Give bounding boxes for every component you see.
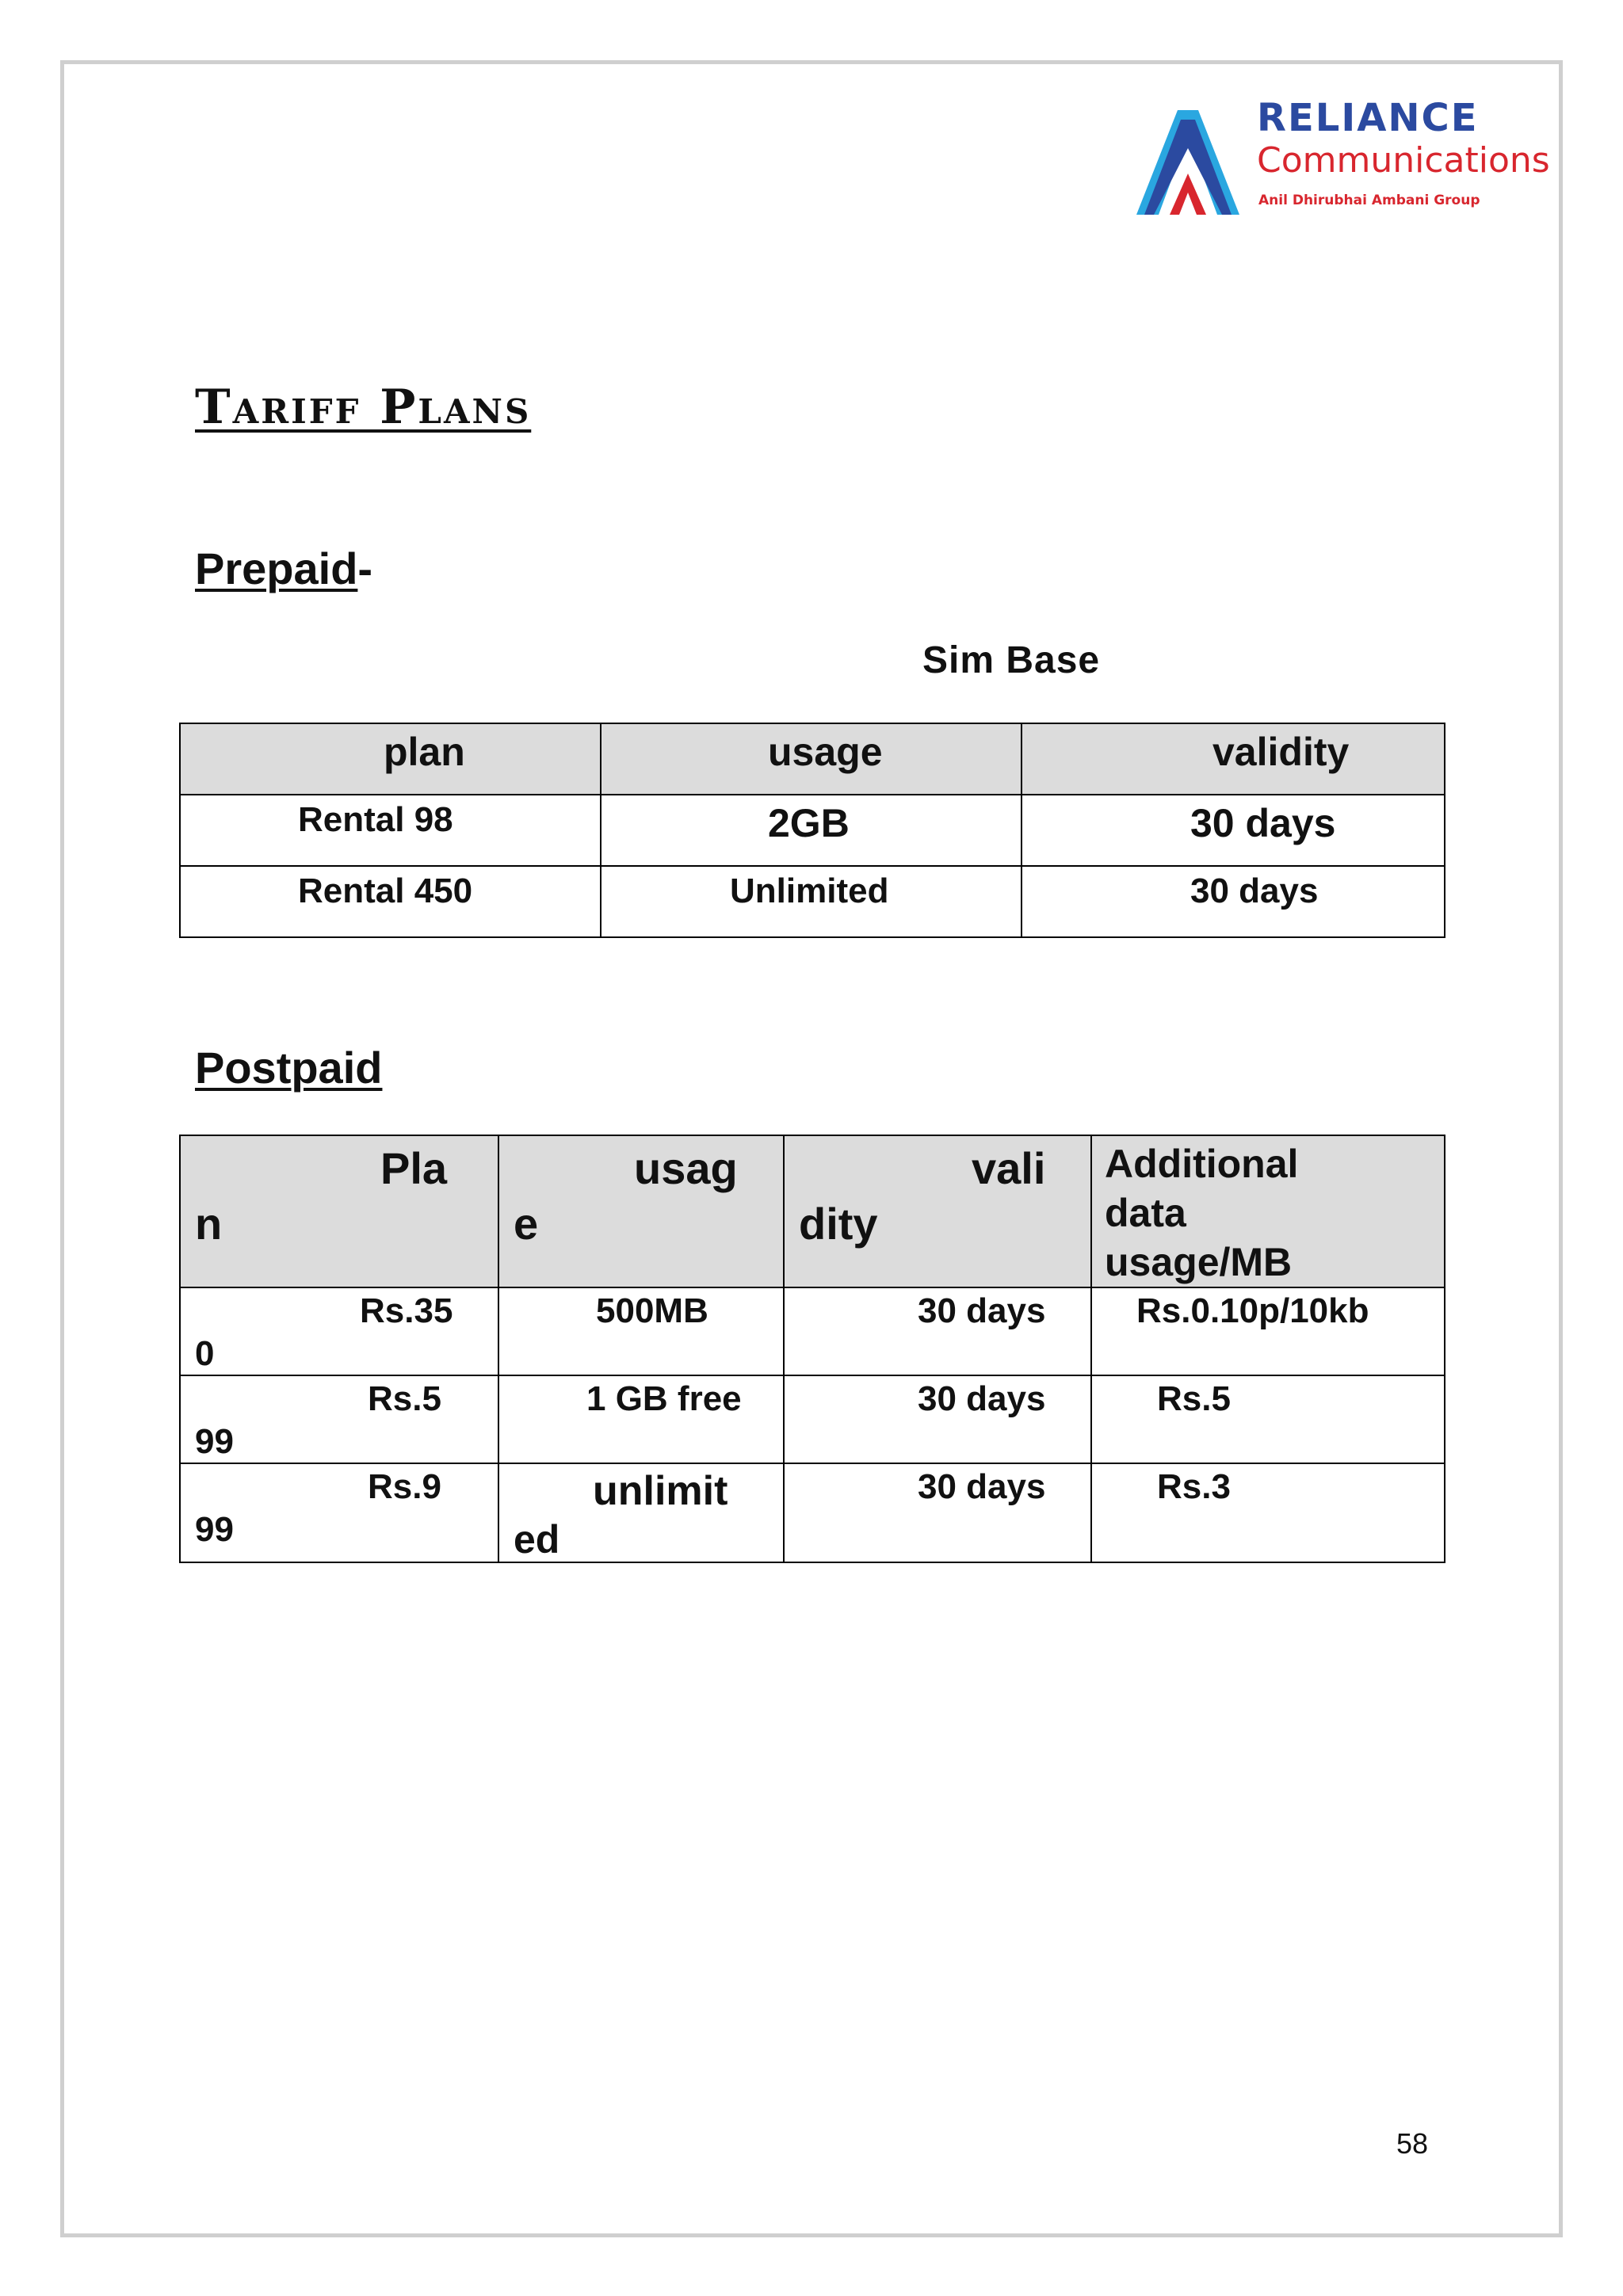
logo-tagline: Anil Dhirubhai Ambani Group	[1258, 193, 1480, 208]
table-header-row	[180, 723, 1445, 795]
cell-validity: 30 days	[1190, 871, 1319, 910]
table-header-cell	[1022, 723, 1445, 795]
cell-validity: 30 days	[918, 1291, 1046, 1330]
table-cell	[180, 1287, 498, 1375]
header-additional-line2: data	[1105, 1191, 1186, 1235]
table-header-cell	[601, 723, 1022, 795]
table-cell	[1091, 1287, 1445, 1375]
cell-usage: Unlimited	[730, 871, 889, 910]
cell-plan-line1: Rs.5	[368, 1379, 441, 1418]
cell-usage-line1: unlimit	[593, 1468, 728, 1514]
page-number: 58	[1396, 2127, 1429, 2160]
table-header-cell	[1091, 1135, 1445, 1287]
table-header-cell	[784, 1135, 1091, 1287]
header-plan-line1: Pla	[380, 1143, 448, 1193]
cell-usage: 500MB	[596, 1291, 708, 1330]
table-header-cell	[180, 723, 601, 795]
table-row	[180, 1287, 1445, 1375]
prepaid-heading-text: Prepaid	[195, 543, 358, 593]
table-row	[180, 1463, 1445, 1562]
cell-usage-line2: ed	[514, 1517, 560, 1562]
cell-validity: 30 days	[918, 1379, 1046, 1418]
cell-validity: 30 days	[918, 1467, 1046, 1506]
cell-plan-line1: Rs.35	[360, 1291, 453, 1330]
logo-brand-text: RELIANCE	[1257, 96, 1479, 140]
cell-plan-line2: 99	[195, 1510, 234, 1549]
table-cell	[784, 1463, 1091, 1562]
table-header-cell	[498, 1135, 784, 1287]
table-cell	[180, 795, 601, 866]
table-cell	[1091, 1463, 1445, 1562]
cell-additional: Rs.5	[1157, 1379, 1231, 1418]
prepaid-heading	[195, 543, 373, 593]
table-row	[180, 1375, 1445, 1463]
cell-additional: Rs.3	[1157, 1467, 1231, 1506]
header-usage-line2: e	[514, 1199, 539, 1249]
header-usage-line1: usag	[634, 1143, 738, 1193]
header-usage: usage	[768, 730, 883, 774]
prepaid-table	[179, 723, 1445, 938]
cell-validity: 30 days	[1190, 801, 1336, 845]
table-cell	[180, 866, 601, 937]
cell-plan-line2: 0	[195, 1334, 215, 1373]
postpaid-table	[179, 1135, 1445, 1563]
table-cell	[784, 1375, 1091, 1463]
header-additional-line3: usage/MB	[1105, 1240, 1293, 1284]
cell-usage: 2GB	[768, 801, 850, 845]
table-cell	[1022, 866, 1445, 937]
table-cell	[1022, 795, 1445, 866]
table-cell	[180, 1375, 498, 1463]
cell-usage: 1 GB free	[586, 1379, 742, 1418]
header-plan: plan	[384, 730, 465, 774]
table-cell	[601, 866, 1022, 937]
table-cell	[180, 1463, 498, 1562]
table-cell	[784, 1287, 1091, 1375]
cell-plan: Rental 98	[298, 800, 453, 839]
postpaid-heading-text: Postpaid	[195, 1043, 383, 1093]
header-validity-line2: dity	[799, 1199, 878, 1249]
cell-additional: Rs.0.10p/10kb	[1136, 1291, 1369, 1330]
prepaid-subheading: Sim Base	[922, 639, 1101, 681]
reliance-logo	[1128, 96, 1550, 226]
table-cell	[498, 1375, 784, 1463]
table-cell	[498, 1287, 784, 1375]
cell-plan-line1: Rs.9	[368, 1467, 441, 1506]
header-validity-line1: vali	[972, 1143, 1046, 1193]
table-row	[180, 866, 1445, 937]
logo-company-text: Communications	[1257, 140, 1550, 181]
reliance-logo-icon	[1128, 104, 1247, 223]
table-cell	[1091, 1375, 1445, 1463]
page-title: Tariff Plans	[195, 379, 532, 435]
header-plan-line2: n	[195, 1199, 223, 1249]
prepaid-heading-suffix: -	[357, 543, 373, 593]
table-header-row	[180, 1135, 1445, 1287]
table-row	[180, 795, 1445, 866]
table-header-cell	[180, 1135, 498, 1287]
table-cell	[498, 1463, 784, 1562]
table-cell	[601, 795, 1022, 866]
header-validity: validity	[1212, 730, 1350, 774]
cell-plan-line2: 99	[195, 1422, 234, 1461]
cell-plan: Rental 450	[298, 871, 473, 910]
header-additional-line1: Additional	[1105, 1142, 1299, 1186]
postpaid-heading	[195, 1043, 383, 1093]
